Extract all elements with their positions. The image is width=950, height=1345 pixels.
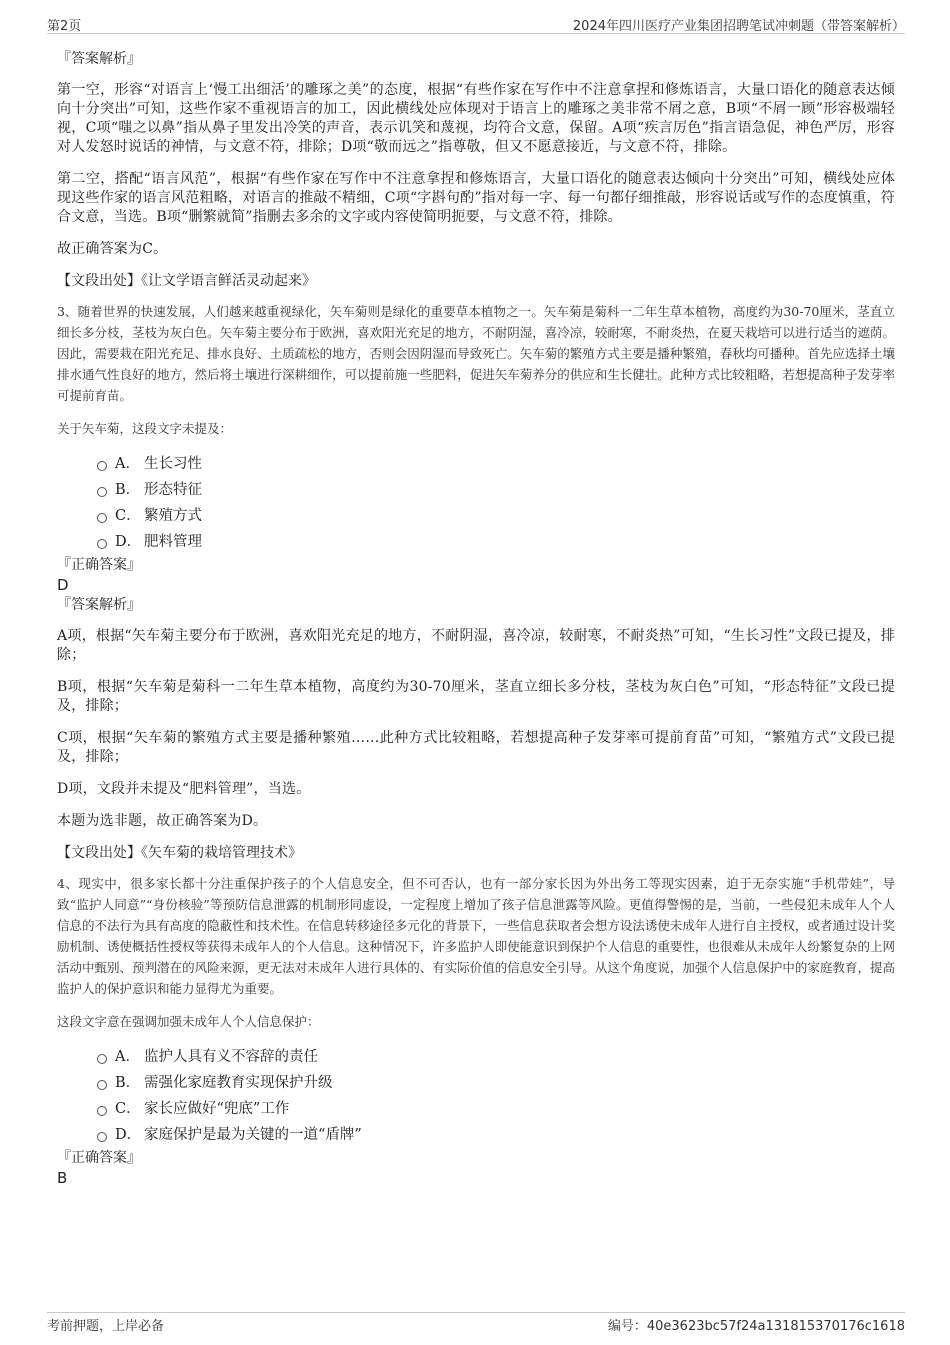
question-stem: 3、随着世界的快速发展，人们越来越重视绿化，矢车菊则是绿化的重要草本植物之一。矢车菊是菊科一二年生草本植物，高度约为30-70厘米，茎直立细长多分枝，茎枝为灰白色。矢车菊主要分布于欧洲，喜欢阳光充足的地方，不耐阴湿，喜冷凉，较耐寒，不耐炎热，在夏天栽培可以进行适当的遮荫。因此，需要栽在阳光充足、排水良好、土质疏松的地方，否则会因阴湿而导致死亡。矢车菊的繁殖方式主要是播种繁殖，春秋均可播种。首先应选择土壤排水通气性良好的地方，然后将土壤进行深耕细作，可以提前施一些肥料，促进矢车菊养分的供应和生长健壮。此种方式比较粗略，若想提高种子发芽率可提前育苗。 bbox=[57, 304, 895, 403]
option-b[interactable] bbox=[57, 477, 895, 503]
option-text: 肥料管理 bbox=[144, 534, 202, 550]
source-citation: 【文段出处】《让文学语言鲜活灵动起来》 bbox=[57, 273, 316, 289]
analysis-paragraph: C项，根据“矢车菊的繁殖方式主要是播种繁殖……此种方式比较粗略，若想提高种子发芽率可提前育苗”可知，“繁殖方式”文段已提及，排除； bbox=[57, 730, 895, 765]
question-4 bbox=[57, 873, 895, 1187]
correct-answer: B bbox=[57, 1169, 68, 1187]
radio-button[interactable] bbox=[97, 1054, 107, 1064]
page-content bbox=[57, 50, 895, 1187]
document-id: 编号：40e3623bc57f24a131815370176c1618 bbox=[607, 1319, 905, 1334]
option-letter: C． bbox=[115, 1101, 141, 1117]
option-b[interactable] bbox=[57, 1070, 895, 1096]
option-letter: A． bbox=[115, 456, 140, 472]
option-text: 家长应做好“兜底”工作 bbox=[144, 1101, 290, 1117]
option-a[interactable] bbox=[57, 451, 895, 477]
option-letter: C． bbox=[115, 508, 141, 524]
option-text: 需强化家庭教育实现保护升级 bbox=[144, 1075, 333, 1091]
question-2-analysis bbox=[57, 50, 895, 291]
analysis-paragraph: A项，根据“矢车菊主要分布于欧洲，喜欢阳光充足的地方，不耐阴湿，喜冷凉，较耐寒，不耐炎热”可知，“生长习性”文段已提及，排除； bbox=[57, 628, 895, 663]
option-text: 家庭保护是最为关键的一道“盾牌” bbox=[144, 1127, 362, 1143]
answer-label: 『正确答案』 bbox=[57, 557, 141, 573]
analysis-label: 『答案解析』 bbox=[57, 597, 141, 613]
page-number: 第2页 bbox=[47, 19, 82, 34]
question-prompt: 关于矢车菊，这段文字未提及： bbox=[57, 421, 233, 436]
option-letter: D． bbox=[115, 1127, 142, 1143]
option-letter: B． bbox=[115, 482, 141, 498]
option-text: 监护人具有义不容辞的责任 bbox=[144, 1049, 318, 1065]
radio-button[interactable] bbox=[97, 513, 107, 523]
radio-button[interactable] bbox=[97, 1106, 107, 1116]
page-header bbox=[47, 13, 905, 34]
analysis-paragraph: 第二空，搭配“语言风范”，根据“有些作家在写作中不注意拿捏和修炼语言，大量口语化的随意表达倾向十分突出”可知，横线处应体现这些作家的语言风范粗略，对语言的推敲不精细，C项“字斟句酌”指对每一字、每一句都仔细推敲，形容说话或写作的态度慎重，符合文意，当选。B项“删繁就简”指删去多余的文字或内容使简明扼要，与文意不符，排除。 bbox=[57, 171, 895, 225]
answer-label: 『正确答案』 bbox=[57, 1150, 141, 1166]
source-citation: 【文段出处】《矢车菊的栽培管理技术》 bbox=[57, 845, 302, 861]
conclusion: 故正确答案为C。 bbox=[57, 241, 168, 257]
radio-button[interactable] bbox=[97, 1132, 107, 1142]
options-list bbox=[57, 1044, 895, 1148]
option-text: 繁殖方式 bbox=[144, 508, 202, 524]
question-stem: 4、现实中，很多家长都十分注重保护孩子的个人信息安全，但不可否认，也有一部分家长因为外出务工等现实因素，迫于无奈实施“手机带娃”，导致“监护人同意”“身份核验”等预防信息泄露的机制形同虚设，一定程度上增加了孩子信息泄露等风险。更值得警惕的是，当前，一些侵犯未成年人个人信息的不法行为具有高度的隐蔽性和技术性。在信息转移途径多元化的背景下，一些信息获取者会想方设法诱使未成年人进行自主授权，或者通过设计奖励机制、诱使概括性授权等获得未成年人的个人信息。这种情况下，许多监护人即使能意识到保护个人信息的重要性，也很难从未成年人纷繁复杂的上网活动中甄别、预判潜在的风险来源，更无法对未成年人进行具体的、有实际价值的信息安全引导。从这个角度说，加强个人信息保护中的家庭教育，提高监护人的保护意识和能力显得尤为重要。 bbox=[57, 876, 895, 996]
option-letter: A． bbox=[115, 1049, 140, 1065]
radio-button[interactable] bbox=[97, 1080, 107, 1090]
option-a[interactable] bbox=[57, 1044, 895, 1070]
option-d[interactable] bbox=[57, 529, 895, 555]
analysis-label: 『答案解析』 bbox=[57, 51, 141, 67]
question-prompt: 这段文字意在强调加强未成年人个人信息保护： bbox=[57, 1014, 320, 1029]
analysis-paragraph: B项，根据“矢车菊是菊科一二年生草本植物，高度约为30-70厘米，茎直立细长多分枝，茎枝为灰白色”可知，“形态特征”文段已提及，排除； bbox=[57, 679, 895, 714]
radio-button[interactable] bbox=[97, 461, 107, 471]
footer-slogan: 考前押题，上岸必备 bbox=[47, 1319, 165, 1334]
question-3 bbox=[57, 301, 895, 863]
option-text: 生长习性 bbox=[144, 456, 202, 472]
option-c[interactable] bbox=[57, 503, 895, 529]
option-d[interactable] bbox=[57, 1122, 895, 1148]
option-letter: B． bbox=[115, 1075, 141, 1091]
document-title: 2024年四川医疗产业集团招聘笔试冲刺题（带答案解析） bbox=[572, 19, 905, 34]
correct-answer: D bbox=[57, 576, 69, 594]
option-text: 形态特征 bbox=[144, 482, 202, 498]
options-list bbox=[57, 451, 895, 555]
option-letter: D． bbox=[115, 534, 142, 550]
conclusion: 本题为选非题，故正确答案为D。 bbox=[57, 813, 268, 829]
radio-button[interactable] bbox=[97, 539, 107, 549]
analysis-paragraph: 第一空，形容“对语言上‘慢工出细活’的雕琢之美”的态度，根据“有些作家在写作中不注意拿捏和修炼语言，大量口语化的随意表达倾向十分突出”可知，这些作家不重视语言的加工，因此横线处应体现对于语言上的雕琢之美非常不屑之意，B项“不屑一顾”形容极端轻视，C项“嗤之以鼻”指从鼻子里发出冷笑的声音，表示讥笑和蔑视，均符合文意，保留。A项“疾言厉色”指言语急促，神色严厉，形容对人发怒时说话的神情，与文意不符，排除；D项“敬而远之”指尊敬，但又不愿意接近，与文意不符，排除。 bbox=[57, 82, 895, 155]
analysis-paragraph: D项，文段并未提及“肥料管理”，当选。 bbox=[57, 781, 311, 797]
radio-button[interactable] bbox=[97, 487, 107, 497]
page-footer bbox=[47, 1312, 905, 1334]
option-c[interactable] bbox=[57, 1096, 895, 1122]
